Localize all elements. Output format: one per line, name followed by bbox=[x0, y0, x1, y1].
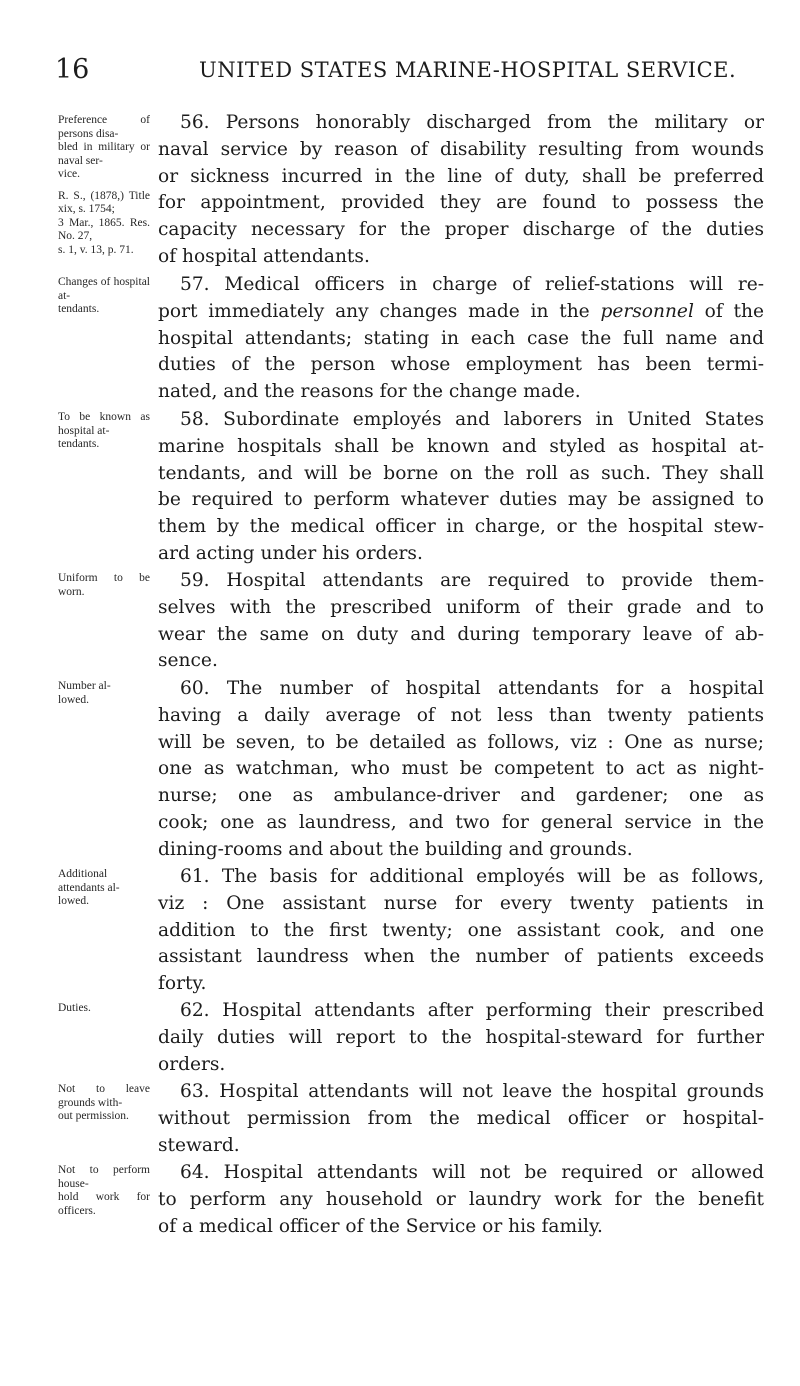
margin-note bbox=[58, 1002, 150, 1016]
margin-line: Not to perform house- bbox=[58, 1164, 150, 1190]
margin-line: tendants. bbox=[58, 438, 100, 450]
margin-line: Number al- bbox=[58, 680, 111, 692]
text-line: steward. bbox=[158, 1134, 240, 1156]
text-line: for appointment, provided they are found to possess the bbox=[158, 192, 764, 214]
text-line: nated, and the reasons for the change made. bbox=[158, 381, 581, 403]
paragraph-62 bbox=[158, 998, 764, 1078]
margin-line: Changes of hospital at- bbox=[58, 276, 150, 302]
margin-note bbox=[58, 572, 150, 599]
citation-line: R. S., (1878,) Title xix, s. 1754; bbox=[58, 189, 150, 215]
paragraph-64 bbox=[158, 1160, 764, 1240]
citation-line: s. 1, v. 13, p. 71. bbox=[58, 243, 134, 256]
text-line: 57. Medical officers in charge of relief-stations will re- bbox=[180, 274, 764, 295]
text-line: marine hospitals shall be known and styled as hospital at- bbox=[158, 435, 764, 457]
running-head: UNITED STATES MARINE-HOSPITAL SERVICE. bbox=[199, 58, 737, 82]
text-line: tendants, and will be borne on the roll as such. They shall bbox=[158, 462, 764, 484]
text-line: hospital attendants; stating in each case the full name and bbox=[158, 327, 764, 349]
margin-note bbox=[58, 680, 150, 707]
personnel-italic: personnel bbox=[600, 300, 694, 322]
text-line: of a medical officer of the Service or his family. bbox=[158, 1215, 603, 1237]
text-line: viz : One assistant nurse for every twenty patients in bbox=[158, 892, 764, 914]
text-line: cook; one as laundress, and two for general service in the bbox=[158, 811, 764, 833]
margin-note bbox=[58, 411, 150, 452]
text-line: naval service by reason of disability resulting from wounds bbox=[158, 138, 764, 160]
text-line: 61. The basis for additional employés will be as follows, bbox=[180, 866, 764, 887]
margin-note bbox=[58, 114, 150, 257]
margin-line: Uniform to be worn. bbox=[58, 572, 150, 598]
text-line: of hospital attendants. bbox=[158, 245, 370, 267]
text-line: forty. bbox=[158, 973, 207, 995]
margin-note bbox=[58, 868, 150, 909]
text-line: nurse; one as ambulance-driver and gardener; one as bbox=[158, 785, 764, 807]
margin-line: hold work for officers. bbox=[58, 1191, 150, 1217]
paragraph-57 bbox=[158, 272, 764, 406]
margin-line: Duties. bbox=[58, 1002, 91, 1014]
margin-line: lowed. bbox=[58, 693, 89, 706]
text-line: orders. bbox=[158, 1053, 226, 1075]
text-line: daily duties will report to the hospital-steward for further bbox=[158, 1026, 764, 1048]
margin-line: tendants. bbox=[58, 303, 100, 315]
margin-line: out permission. bbox=[58, 1110, 129, 1122]
margin-line: lowed. bbox=[58, 895, 89, 907]
text-line: capacity necessary for the proper discharge of the duties bbox=[158, 219, 764, 241]
text-line: 62. Hospital attendants after performing their prescribed bbox=[180, 1000, 764, 1021]
paragraph-61 bbox=[158, 864, 764, 998]
margin-note bbox=[58, 1164, 150, 1218]
margin-line: Not to leave grounds with- bbox=[58, 1083, 150, 1109]
paragraph-59 bbox=[158, 568, 764, 675]
page-number: 16 bbox=[55, 54, 90, 85]
text-line: will be seven, to be detailed as follows, viz : One as nurse; bbox=[158, 731, 764, 753]
text-line: 64. Hospital attendants will not be required or allowed bbox=[180, 1162, 764, 1183]
text-line: port immediately any changes made in the personnel of the bbox=[158, 300, 764, 322]
margin-line: Preference of persons disa- bbox=[58, 114, 150, 140]
margin-line: vice. bbox=[58, 168, 81, 180]
margin-note bbox=[58, 1083, 150, 1124]
text-line: dining-rooms and about the building and grounds. bbox=[158, 838, 633, 860]
text-line: wear the same on duty and during temporary leave of ab- bbox=[158, 623, 764, 645]
text-line: to perform any household or laundry work for the benefit bbox=[158, 1188, 764, 1210]
margin-note bbox=[58, 276, 150, 317]
text-line: or sickness incurred in the line of duty, shall be preferred bbox=[158, 165, 764, 187]
text-line: without permission from the medical officer or hospital- bbox=[158, 1107, 764, 1129]
text-line: selves with the prescribed uniform of their grade and to bbox=[158, 596, 764, 618]
text-line: 60. The number of hospital attendants for a hospital bbox=[180, 678, 764, 699]
paragraph-58 bbox=[158, 407, 764, 568]
paragraph-60 bbox=[158, 676, 764, 864]
margin-line: bled in military or naval ser- bbox=[58, 141, 150, 167]
text-line: assistant laundress when the number of patients exceeds bbox=[158, 946, 764, 968]
text-line: 59. Hospital attendants are required to provide them- bbox=[180, 570, 764, 591]
text-line: ard acting under his orders. bbox=[158, 542, 423, 564]
paragraph-63 bbox=[158, 1079, 764, 1159]
text-line: duties of the person whose employment has been termi- bbox=[158, 354, 764, 376]
paragraph-56 bbox=[158, 110, 764, 271]
citation-line: 3 Mar., 1865. Res. No. 27, bbox=[58, 216, 150, 242]
margin-line: Additional attendants al- bbox=[58, 868, 120, 894]
text-line: 58. Subordinate employés and laborers in United States bbox=[180, 409, 764, 430]
text-line: 56. Persons honorably discharged from the military or bbox=[180, 112, 764, 133]
text-line: addition to the first twenty; one assistant cook, and one bbox=[158, 919, 764, 941]
page-header bbox=[55, 54, 755, 94]
text-line: them by the medical officer in charge, or the hospital stew- bbox=[158, 516, 764, 538]
text-line: sence. bbox=[158, 650, 218, 672]
text-line: having a daily average of not less than twenty patients bbox=[158, 704, 764, 726]
text-line: be required to perform whatever duties may be assigned to bbox=[158, 489, 764, 511]
text-line: 63. Hospital attendants will not leave the hospital grounds bbox=[180, 1081, 764, 1102]
margin-line: To be known as hospital at- bbox=[58, 411, 150, 437]
text-line: one as watchman, who must be competent to act as night- bbox=[158, 758, 764, 780]
